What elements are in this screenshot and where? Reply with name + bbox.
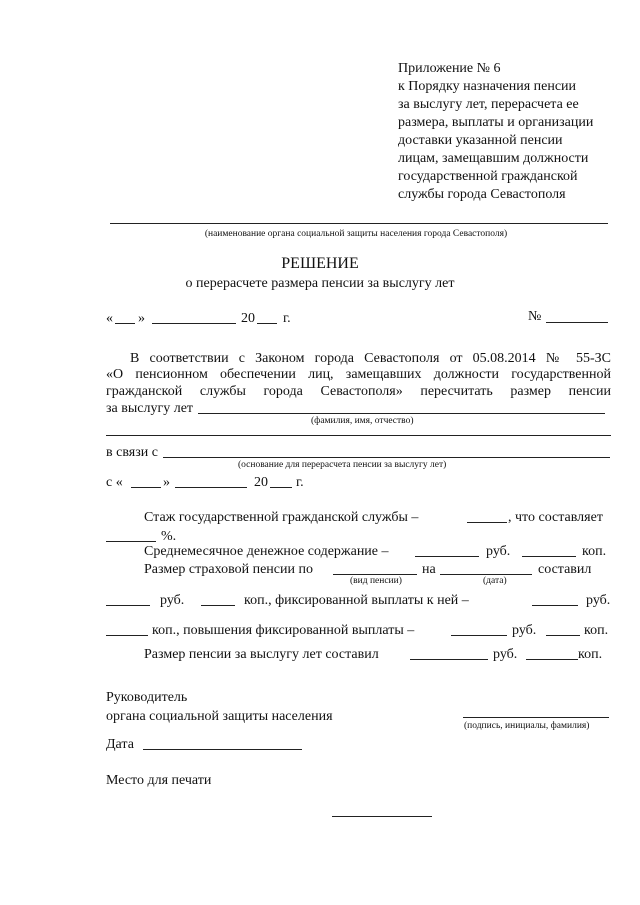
authority-caption: (наименование органа социальной защиты населения города Севастополя) [204,229,508,239]
avg-salary-rub-field[interactable] [415,556,479,557]
appendix-line: за выслугу лет, перерасчета ее [398,97,579,112]
stamp-line [332,816,432,817]
pension-type-field[interactable] [333,574,417,575]
percent-label: %. [161,529,177,544]
avg-salary-kop-field[interactable] [522,556,576,557]
service-field[interactable] [467,522,507,523]
signature-date-field[interactable] [143,749,302,750]
total-kop: коп. [578,647,603,662]
fio-caption: (фамилия, имя, отчество) [311,416,414,426]
insurance-made: составил [538,562,592,577]
from-year-prefix: 20 [254,475,268,490]
appendix-line: доставки указанной пенсии [398,133,563,148]
appendix-line: службы города Севастополя [398,187,566,202]
avg-salary-label: Среднемесячное денежное содержание – [144,544,389,559]
number-label: № [528,309,542,324]
document-subtitle: о перерасчете размера пенсии за выслугу лет [185,276,455,291]
appendix-line: государственной гражданской [398,169,578,184]
fio-field-continued[interactable] [106,435,611,436]
from-date-quote: » [163,475,170,490]
fixed-payment-label: коп., фиксированной выплаты к ней – [244,593,469,608]
in-connection-label: в связи с [106,445,158,460]
from-date-prefix: с « [106,475,123,490]
number-field[interactable] [546,322,608,323]
from-month-field[interactable] [175,487,247,488]
date-month-field[interactable] [152,323,236,324]
increase-rub-field[interactable] [451,635,507,636]
increase-label: коп., повышения фиксированной выплаты – [152,623,415,638]
service-label: Стаж государственной гражданской службы – [144,510,419,525]
appendix-block [398,60,618,204]
insurance-date-field[interactable] [440,574,532,575]
total-rub-field[interactable] [410,659,488,660]
signature-caption: (подпись, инициалы, фамилия) [464,721,590,731]
date-close-quote: » [138,311,145,326]
insurance-label: Размер страховой пенсии по [144,562,313,577]
increase-kop: коп. [584,623,609,638]
date-year-field[interactable] [257,323,277,324]
date-open-quote: « [106,311,113,326]
fixed-payment-rub-field[interactable] [532,605,578,606]
fixed-payment-kop-field[interactable] [106,635,148,636]
date-year-prefix: 20 [241,311,255,326]
appendix-line: размера, выплаты и организации [398,115,594,130]
appendix-line: к Порядку назначения пенсии [398,79,577,94]
fio-field[interactable] [198,413,605,414]
body-line-4: за выслугу лет [106,401,194,416]
body-line-2: «О пенсионном обеспечении лиц, замещавших должности государственной [106,367,611,382]
percent-field[interactable] [106,541,156,542]
body-line-3: гражданской службы города Севастополя» пересчитать размер пенсии [106,384,611,399]
increase-kop-field[interactable] [546,635,580,636]
date-caption: (дата) [483,576,507,586]
head-label: Руководитель [106,690,188,705]
date-day-field[interactable] [115,323,135,324]
from-year-field[interactable] [270,487,292,488]
org-label: органа социальной защиты населения [106,709,333,724]
insurance-rub: руб. [160,593,185,608]
pension-type-caption: (вид пенсии) [350,576,402,586]
fixed-payment-rub: руб. [586,593,611,608]
service-suffix: , что составляет [508,510,603,525]
increase-rub: руб. [512,623,537,638]
body-line-1: В соответствии с Законом города Севастополя от 05.08.2014 № 55-ЗС [130,351,611,366]
avg-salary-rub: руб. [486,544,511,559]
insurance-rub-field[interactable] [106,605,150,606]
insurance-on: на [422,562,436,577]
appendix-title: Приложение № 6 [398,61,501,76]
basis-field[interactable] [163,457,610,458]
basis-caption: (основание для перерасчета пенсии за выслугу лет) [238,460,447,470]
date-year-suffix: г. [283,311,291,326]
document-title: РЕШЕНИЕ [281,255,359,272]
date-label: Дата [106,737,134,752]
from-year-suffix: г. [296,475,304,490]
avg-salary-kop: коп. [582,544,607,559]
from-day-field[interactable] [131,487,161,488]
signature-field[interactable] [463,717,609,718]
appendix-line: лицам, замещавшим должности [398,151,589,166]
total-kop-field[interactable] [526,659,578,660]
stamp-label: Место для печати [106,773,212,788]
total-rub: руб. [493,647,518,662]
total-label: Размер пенсии за выслугу лет составил [144,647,379,662]
insurance-kop-field[interactable] [201,605,235,606]
authority-name-line[interactable] [110,223,608,224]
